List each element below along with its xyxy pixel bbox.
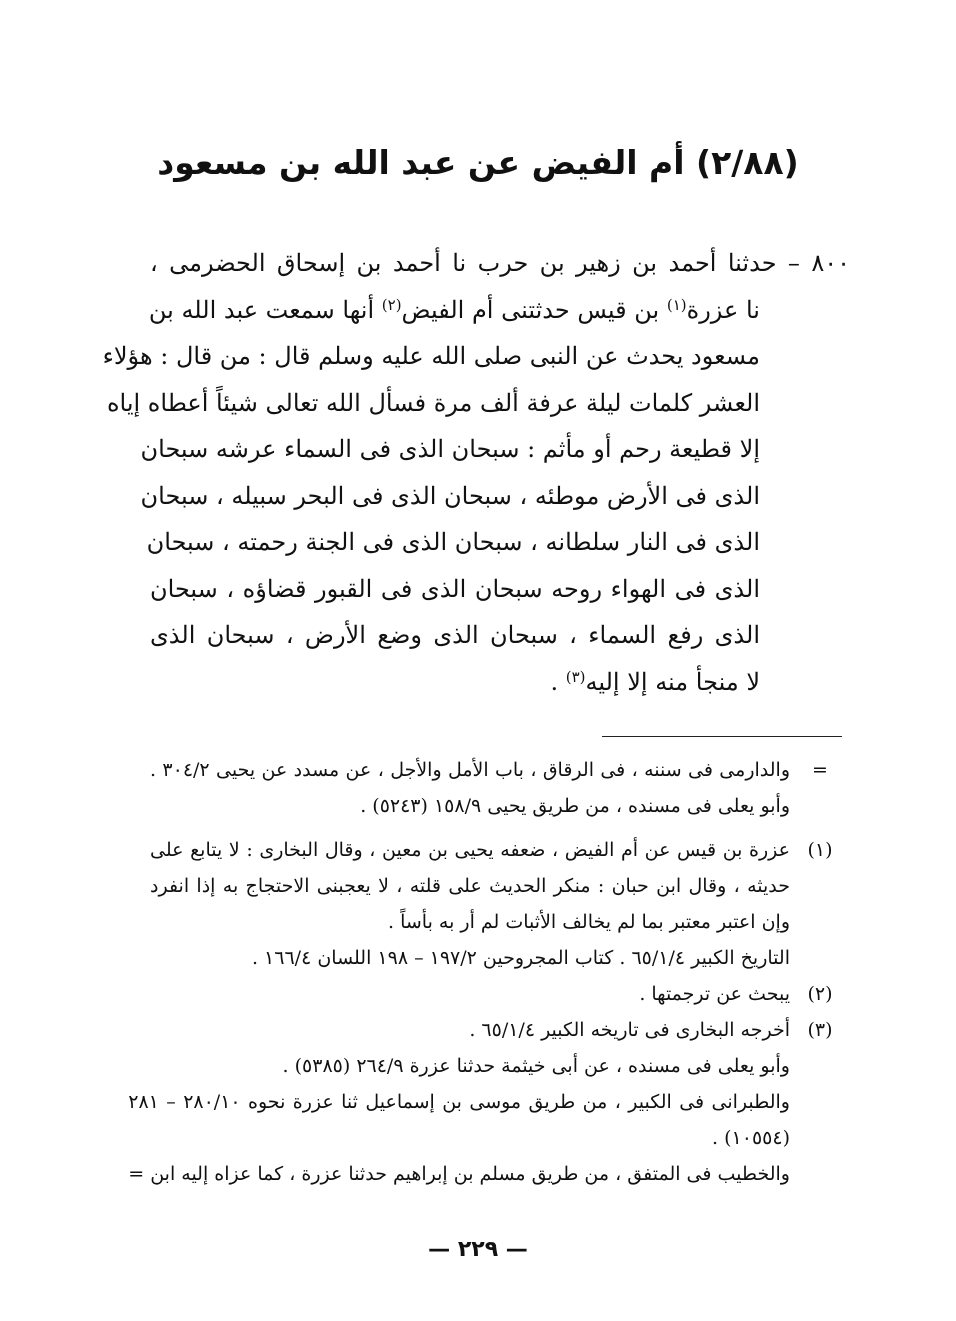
hadith-line — [146, 519, 850, 566]
footnote — [150, 752, 850, 824]
page-number: — ٢٢٩ — — [428, 1237, 528, 1262]
footnote-line: عزرة بن قيس عن أم الفيض ، ضعفه يحيى بن معين ، وقال البخارى : لا يتابع على — [150, 839, 790, 861]
hadith-text-segment: مسعود يحدث عن النبى صلى الله عليه وسلم قال : من قال : هؤلاء — [102, 342, 760, 370]
hadith-text — [102, 240, 850, 705]
hadith-text-segment: الذى فى الهواء روحه سبحان الذى فى القبور قضاؤه ، سبحان — [150, 574, 760, 603]
hadith-text-segment: . — [550, 667, 566, 696]
footnote — [150, 976, 850, 1012]
footnote-reference: (٣) — [565, 667, 586, 686]
hadith-text-segment: الذى فى الأرض موطئه ، سبحان الذى فى البحر سبيله ، سبحان — [140, 481, 760, 510]
hadith-line — [150, 287, 850, 334]
hadith-line — [150, 566, 850, 613]
footnote — [128, 1012, 850, 1192]
footnote-reference: (١) — [666, 295, 687, 314]
footnote-line: والخطيب فى المتفق ، من طريق مسلم بن إبراهيم حدثنا عزرة ، كما عزاه إليه ابن = — [128, 1163, 790, 1185]
footnote-body — [150, 976, 790, 1012]
hadith-text-segment: لا منجأ منه إلا إليه — [585, 667, 760, 696]
hadith-text-segment: الذى رفع السماء ، سبحان الذى وضع الأرض ، سبحان الذى — [150, 621, 760, 649]
hadith-text-segment: العشر كلمات ليلة عرفة ألف مرة فسأل الله تعالى شيئاً أعطاه إياه — [106, 388, 760, 417]
hadith-line — [140, 473, 850, 520]
footnotes — [128, 752, 850, 1192]
footnote-body — [128, 1012, 790, 1192]
footnote-line: (١٠٥٥٤) . — [712, 1127, 790, 1149]
hadith-text-segment: إلا قطيعة رحم أو مأثم : سبحان الذى فى السماء عرشه سبحان — [140, 435, 760, 463]
hadith-line — [150, 240, 850, 287]
chapter-title: (٢/٨٨) أم الفيض عن عبد الله بن مسعود — [157, 143, 799, 182]
footnote-line: وإن اعتبر معتبر بما لم يخالف الأثبات لم أر به بأساً . — [388, 911, 790, 933]
footnote-line: وأبو يعلى فى مسنده ، عن أبى خيثمة حدثنا عزرة ٢٦٤/٩ (٥٣٨٥) . — [282, 1055, 790, 1077]
footnote-line: والطبرانى فى الكبير ، من طريق موسى بن إسماعيل ثنا عزرة نحوه ٢٨٠/١٠ – ٢٨١ — [128, 1091, 790, 1113]
footnote-body — [150, 752, 790, 824]
footnote-line: التاريخ الكبير ٦٥/١/٤ . كتاب المجروحين ١٩٧/٢ – ١٩٨ اللسان ١٦٦/٤ . — [251, 947, 790, 969]
footnote-line: وأبو يعلى فى مسنده ، من طريق يحيى ١٥٨/٩ (٥٢٤٣) . — [360, 795, 790, 817]
footnote-reference: (٢) — [381, 295, 402, 314]
footnote-gap — [150, 824, 850, 832]
footnote-line: والدارمى فى سننه ، فى الرقاق ، باب الأمل والأجل ، عن مسدد عن يحيى ٣٠٤/٢ . — [150, 759, 790, 781]
footnote-marker: = — [812, 759, 828, 781]
hadith-text-segment: حدثنا أحمد بن زهير بن حرب نا أحمد بن إسحاق الحضرمى ، — [150, 249, 777, 277]
footnote — [150, 832, 850, 976]
hadith-text-segment: نا عزرة — [686, 295, 760, 324]
hadith-line — [106, 380, 850, 427]
footnote-line: حديثه ، وقال ابن حبان : منكر الحديث على قلته ، لا يعجبنى الاحتجاج به إذا انفرد — [150, 875, 790, 897]
footnote-marker: (٣) — [807, 1019, 833, 1041]
footnote-line: أخرجه البخارى فى تاريخه الكبير ٦٥/١/٤ . — [469, 1019, 790, 1041]
footnote-divider — [602, 736, 842, 737]
hadith-line — [102, 333, 850, 380]
footnote-marker: (٢) — [807, 983, 833, 1005]
footnote-marker: (١) — [807, 839, 833, 861]
footnote-body — [150, 832, 790, 976]
hadith-number: ٨٠٠ – — [776, 249, 850, 277]
footnote-line: يبحث عن ترجمتها . — [639, 983, 790, 1005]
hadith-line — [150, 659, 850, 706]
hadith-line — [150, 612, 850, 659]
hadith-text-segment: بن قيس حدثتنى أم الفيض — [401, 295, 667, 324]
hadith-text-segment: الذى فى النار سلطانه ، سبحان الذى فى الجنة رحمته ، سبحان — [146, 528, 760, 556]
hadith-line — [140, 426, 850, 473]
hadith-text-segment: أنها سمعت عبد الله بن — [148, 295, 382, 324]
